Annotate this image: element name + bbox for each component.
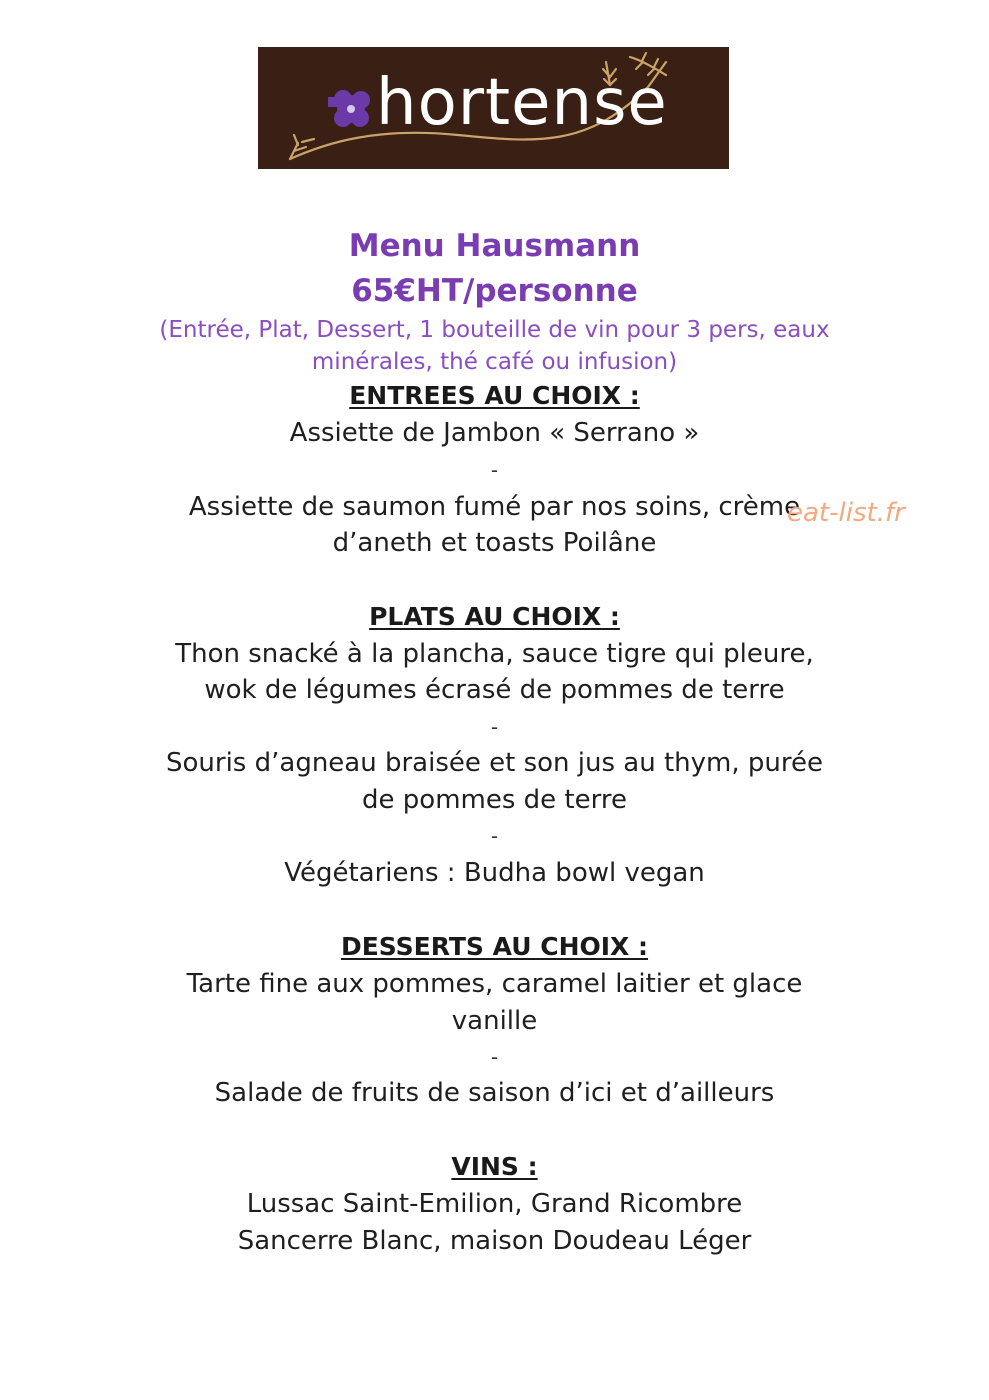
menu-details-line-2: minérales, thé café ou infusion)	[311, 349, 678, 375]
entree-item: d’aneth et toasts Poilâne	[332, 528, 657, 558]
plat-item: Thon snacké à la plancha, sauce tigre qui pleure,	[175, 639, 814, 669]
wine-item: Lussac Saint-Emilion, Grand Ricombre	[246, 1189, 743, 1219]
section-heading-plats: PLATS AU CHOIX :	[369, 602, 620, 631]
entree-item: Assiette de Jambon « Serrano »	[289, 418, 700, 448]
entree-item: Assiette de saumon fumé par nos soins, crème	[188, 492, 801, 522]
separator: -	[490, 458, 499, 482]
menu-price: 65€HT/personne	[351, 273, 638, 309]
section-heading-vins: VINS :	[451, 1152, 538, 1181]
separator: -	[490, 715, 499, 739]
plat-item: wok de légumes écrasé de pommes de terre	[204, 675, 785, 705]
section-heading-desserts: DESSERTS AU CHOIX :	[340, 932, 649, 961]
separator: -	[490, 824, 499, 848]
plat-item: Souris d’agneau braisée et son jus au thym, purée	[166, 748, 823, 778]
dessert-item: Salade de fruits de saison d’ici et d’ailleurs	[214, 1078, 775, 1108]
flower-icon	[328, 90, 370, 127]
dessert-item: vanille	[451, 1006, 538, 1036]
wine-item: Sancerre Blanc, maison Doudeau Léger	[237, 1226, 752, 1256]
dessert-item: Tarte fine aux pommes, caramel laitier et glace	[186, 969, 803, 999]
logo-wordmark: hortense	[376, 66, 668, 140]
separator: -	[490, 1045, 499, 1069]
watermark: eat-list.fr	[787, 498, 905, 528]
menu-details-line-1: (Entrée, Plat, Dessert, 1 bouteille de vin pour 3 pers, eaux	[159, 317, 830, 343]
plat-item: Végétariens : Budha bowl vegan	[284, 858, 705, 888]
plat-item: de pommes de terre	[362, 785, 627, 815]
restaurant-logo	[258, 47, 729, 169]
section-heading-entrees: ENTREES AU CHOIX :	[349, 381, 640, 410]
menu-title: Menu Hausmann	[348, 228, 641, 264]
